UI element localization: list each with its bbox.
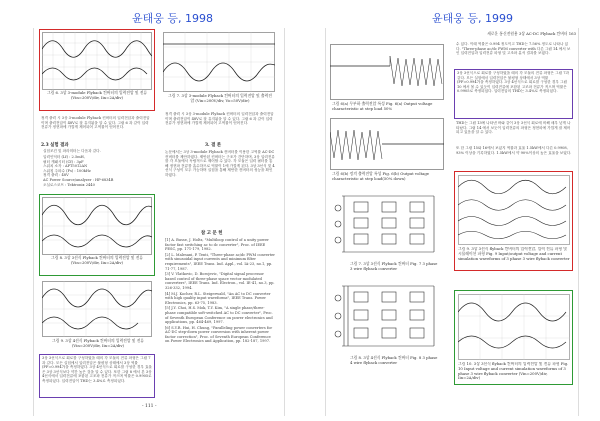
references-heading: 참 고 문 헌 [201, 231, 223, 236]
fig7-circuit-caption: 그림 7. 3상 3선식 Flyback 컨버터 Fig. 7 3 phase 3 wire flyback converter [350, 261, 438, 271]
right-body-mid: THD는 그림 13에 나타낸 바와 같이 3상 3선식 회로에 비해 매우 낮게 나타났다. 그림 14 에서 보듯이 입력전류의 파형은 정현파에 가깝게 잘 제어되고 있음을 알 수 있다. [456, 121, 571, 135]
fig8-circuit-caption: 그림 8. 3상 4선식 Flyback 컨버터 Fig. 8 3 phase 4 wire flyback converter [350, 355, 438, 365]
reference-item: [5] J.Y. Choi, H.S. Mok, T.Y. Kim, "A single phase/three-phase compatible soft-switched AC to DC converter", Proc. of Seventh European Conference on power electronics and applications, pp. 464-469, 1997. [165, 306, 273, 325]
fig10-caption: 그림 10. 3상 3선식 flyback 컨버터의 입력전압 및 전류 파형 Fig. 10 Input voltage and current simulation waveforms of 3 phase 3 wire flyback converter (Vin=200V/div, Iin=2A/div) [458, 362, 569, 381]
reference-item: [1] A. Busse, J. Holtz, "Multiloop control of a unity power factor fast switching ac to dc converter", Proc. of IEEE PESC, pp. 171-179, 1982. [165, 238, 269, 252]
fig8-waveform [42, 197, 152, 255]
fig8-circuit [334, 278, 444, 354]
param-item: 입력인덕터 (Lf) : 2.5mH, [43, 155, 85, 159]
left-col2-body: 정격 출력 시 3상 3-module Flyback 컨버터의 입력전압과 출력전압이며 출력전압이 48V로 잘 유지됨을 알 수 있다. 그림 6 과 같이 입력전류가 정현파에 가깝게 제어되어 고역률이 얻어진다. [165, 112, 274, 126]
left-purple-highlight [39, 354, 155, 398]
reference-list [165, 238, 275, 388]
left-page [33, 28, 285, 416]
param-item: 정격 출력 : 48V [43, 173, 69, 178]
param-item: 스위치 소자 : APT5012AN [43, 164, 88, 169]
param-item: AC Power Source/analyzer : HP-6834B [43, 177, 114, 182]
fig6b-waveform [330, 118, 444, 170]
right-purple-text: 3상 3선식으로 회로를 구성하였을 때의 각 모듈의 전류 파형은 그림 7과 같다. 모든 실험에서 입력전압은 불평형 상태에서 3상 역률(PF=0.9947)을 측정하였다. 3상 4선식으로 회로를 구성한 경우 그림 10 에서 볼 수 있듯이 입력전류에 포함된 고조파 전류가 적으며 역률은 0.9905로 측정되었다. 입력전압의 THD는 3.4%로 측정되었다. [457, 71, 570, 94]
left-page-col-2 [161, 28, 279, 416]
right-page-col-1 [330, 38, 448, 413]
running-head: 새로운 통신전원용 3상 AC-DC Flyback 컨버터 163 [487, 31, 576, 36]
fig6-highlight-box [39, 29, 155, 111]
reference-item: [4] M.J. Kocher, R.L. Steigerwald, "An AC to DC converter with high quality input waveforms", IEEE Trans. Power Electronics, pp. 63-75, 1983. [165, 291, 271, 305]
left-section-heading: 2.3 실험 결과 [41, 143, 69, 148]
fig10-waveform [458, 294, 570, 360]
fig6-caption: 그림 6. 3상 3-module Flyback 컨버터의 입력전압 및 전류 (Vin=200V/div, Iin=2A/div) [46, 90, 148, 100]
reference-item: [2] L. Malesani, P. Tenti, "Three-phase ac/dc PWM converter with sinusoidal input currents and minimum filter requirements", IEEE Trans. Ind. Appl., vol. IA-23, no.1, pp. 71-77, 1987. [165, 252, 275, 271]
fig6a-caption: 그림 6(a) 무부하 출력전압 특성 Fig. 6(a) Output voltage characteristic at step load 50% [332, 101, 433, 111]
left-body-top: 정격 출력 시 3상 3-module Flyback 컨버터의 입력전압과 출력전압이며 출력전압이 48V로 잘 유지됨을 알 수 있다. 그림 6 과 같이 입력전류가 정현파에 가깝게 제어되어 고역률이 얻어진다. [41, 116, 150, 130]
fig7-circuit [334, 188, 444, 260]
param-list [43, 155, 153, 187]
left-page-label: 윤태웅 등, 1998 [132, 12, 213, 25]
experiment-intro: 실험조건 및 파라미터는 다음과 같다. [43, 149, 101, 153]
fig9-caption: 그림 9. 3상 4선식 Flyback 컨버터의 입력전압 및 전류 (Vin=200V/div, Iin=2A/div) [52, 338, 144, 348]
right-body-low: 또 한 그림 15와 16에서 보았지 역률과 효율 1.5kW에서 다른 0.9908, 93% 이상을 기록하였다. 1.5kW에서 약 90%이상의 높은 효율을 보였다. [456, 146, 572, 155]
right-page [325, 28, 579, 416]
conclusion-text: 논문에서는 3상 3-module Flyback 컨버터를 이용한 고역률 AC-DC 컨버터를 제안하였다. 제안된 컨버터는 구조가 간단하며, 3상 입력전류를 각 모듈에서 독립적으로 제어할 수 있다. 각 모듈은 입력 필터를 통해 정현파 전류를 흡수하므로 역률이 1에 가깝게 된다. 3상 3선식 및 4선식 구성이 모두 가능하며 실험을 통해 제안한 컨버터의 성능을 확인하였다. [165, 150, 275, 177]
right-page-col-2 [454, 38, 574, 413]
fig6a-waveform [330, 44, 444, 100]
fig8-caption: 그림 8. 3상 3선식 Flyback 컨버터의 입력전압 및 전류 (Vin=200V/div, Iin=2A/div) [51, 255, 143, 265]
right-body-red: 수 있다. 이때 역률은 0.994 정도이고 THD는 7.56% 정도로 나타나 있다. "Three-phase ac/dc PWM converter with 다른 그림 14 에서 보인 입력전압과 입력전류 파형 및 고조파 분석 결과를 보였다. [456, 42, 571, 56]
fig9-highlight-box [454, 171, 573, 271]
param-item: 오실로스코프 : Tektronix 2440 [43, 182, 95, 187]
page-number: - 111 - [142, 404, 157, 409]
right-purple-highlight [454, 69, 573, 119]
fig6-waveform [42, 32, 152, 90]
param-item: 필터 캐패시터 (Cf) : 3μF [43, 159, 84, 164]
fig6b-caption: 그림 6(b) 정격 출력전압 특성 Fig. 6(b) Output voltage characteristic at step load(50% down) [332, 171, 430, 181]
param-item: 스위칭 주파수 (Fs) : 100kHz [43, 168, 91, 173]
reference-item: [6] S.Y.R. Hui, H. Chung, "Paralleling power converters for AC-DC step-down power conversion with inherent power factor correction", Proc. of Seventh European Conference on Power Electronics and Application, pp. 182-187, 1997. [165, 325, 273, 344]
left-page-col-1 [37, 28, 153, 416]
right-page-label: 윤태웅 등, 1999 [432, 12, 513, 25]
fig8-highlight-box [39, 194, 155, 276]
reference-item: [3] V. Vlatkovic, D. Borojevic, "Digital signal processor based control of three-phase space vector modulated converters", IEEE Trans. Ind. Electron., vol. IE-41, no.3, pp. 326-332, 1994. [165, 272, 275, 290]
fig10-highlight-box [454, 290, 573, 385]
fig9-simulation-waveform [458, 175, 570, 245]
conclusion-heading: 3. 결 론 [205, 143, 222, 148]
fig7-caption: 그림 7. 3상 3-module Flyback 컨버터의 입력전압 및 출력전압 (Vin=200V/div, Vo=50V/div) [168, 93, 272, 103]
fig9-sim-caption: 그림 9. 3상 3선식 flyback 컨버터의 입력전압, 입력 전류 파형 및 시뮬레이션 파형 Fig. 9 Input/output voltage and current simulation waveforms of 3 phase 3 wire flyback converter [458, 247, 570, 261]
left-purple-text: 3상 3선식으로 회로를 구성하였을 때의 각 모듈의 전류 파형은 그림 7과 같다. 모든 실험에서 입력전압은 불평형 상태에서 3상 역률(PF=0.9947)을 측정하였다. 3상 4선식으로 회로를 구성한 경우 효율은 3상 3선식보다 약간 높은 것을 알 수 있다. 또한 그림 8 에서 본 3상4선식에서 입력전류에 포함된 고조파 전류가 적으며 역률은 0.9905로 측정되었다. 입력전압이 THD는 3.4%로 측정되었다. [42, 356, 152, 383]
fig7-waveform [163, 32, 275, 92]
fig9-waveform [42, 281, 152, 337]
